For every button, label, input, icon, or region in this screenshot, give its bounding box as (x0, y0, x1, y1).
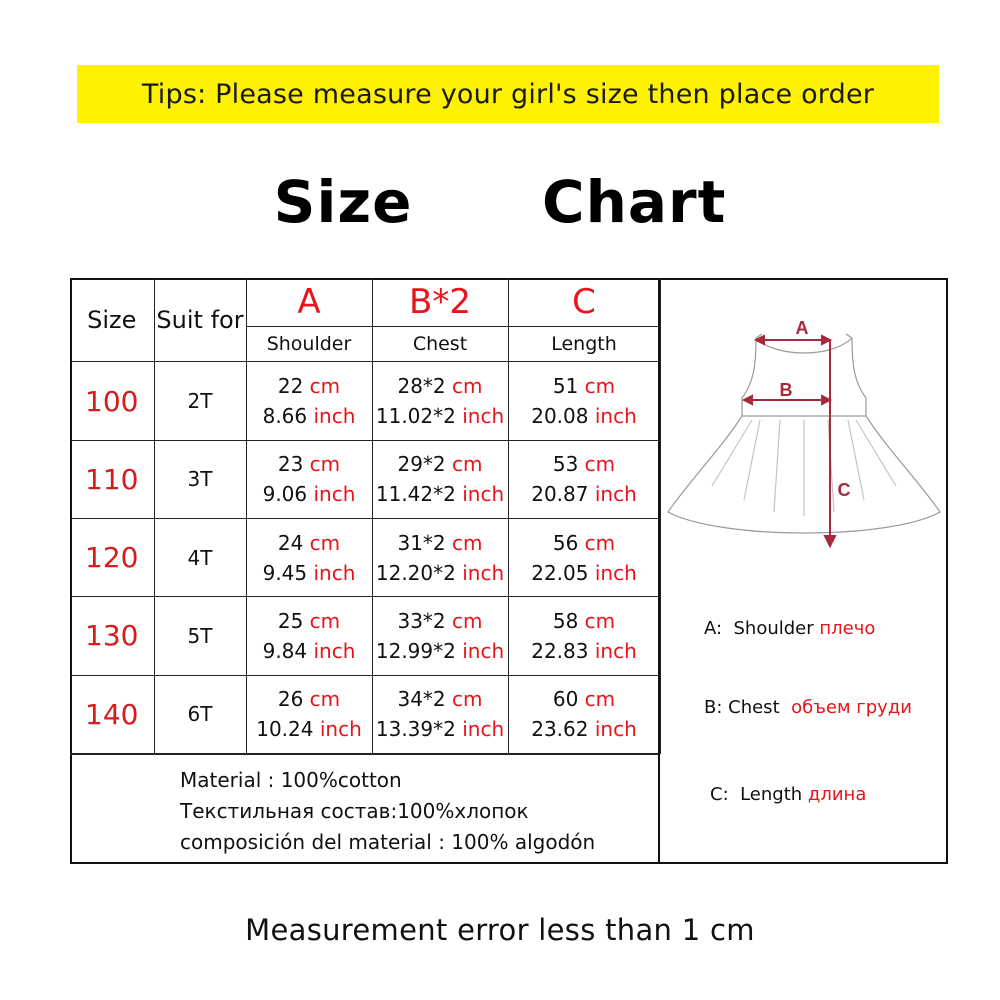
chest-inch-value: 13.39*2 (375, 717, 456, 742)
shoulder-inch-value: 9.06 (262, 482, 308, 507)
material-line-en: Material : 100%cotton (180, 768, 402, 792)
shoulder-inch-line (247, 714, 372, 744)
unit-inch: inch (594, 404, 637, 428)
arrow-a-head-right (822, 336, 830, 344)
unit-cm: cm (452, 452, 483, 477)
material-line-es: composición del material : 100% algodón (180, 830, 596, 854)
length-inch-value: 20.08 (531, 404, 589, 428)
header-col-a: A (246, 278, 372, 327)
suit-for-cell: 6T (154, 675, 246, 753)
length-cell (508, 597, 660, 675)
length-inch-value: 22.05 (531, 560, 589, 585)
shoulder-cell (246, 362, 372, 440)
material-info (70, 754, 660, 864)
shoulder-inch-value: 10.24 (256, 717, 314, 742)
table-row (70, 519, 660, 597)
size-cell: 130 (70, 597, 154, 675)
diagram-label-b: B (779, 380, 793, 400)
shoulder-inch-line (247, 558, 372, 588)
chest-cm-value: 31*2 (397, 530, 446, 555)
chest-inch-value: 12.20*2 (375, 560, 456, 585)
diagram-label-a: A (795, 318, 809, 338)
suit-for-cell: 5T (154, 597, 246, 675)
shoulder-cm-value: 26 (277, 687, 304, 712)
table-row (70, 597, 660, 675)
shoulder-inch-value: 8.66 (262, 404, 308, 428)
table-row (70, 675, 660, 753)
diagram-label-c: C (837, 480, 851, 500)
chest-cell (372, 597, 508, 675)
legend-shoulder-ru: плечо (819, 618, 876, 639)
header-length: Length (508, 327, 660, 362)
chest-cm-line (373, 371, 508, 401)
size-cell: 100 (70, 362, 154, 440)
length-inch-line (509, 714, 660, 744)
header-suit-for: Suit for (154, 278, 246, 362)
legend-length-ru: длина (807, 784, 867, 805)
unit-inch: inch (313, 560, 356, 585)
legend-length (710, 784, 866, 805)
tips-banner: Tips: Please measure your girl's size then place order (77, 65, 939, 123)
shoulder-cm-line (247, 449, 372, 479)
chest-cell (372, 675, 508, 753)
size-cell: 110 (70, 440, 154, 518)
shoulder-cm-line (247, 606, 372, 636)
length-inch-value: 20.87 (531, 482, 589, 507)
arrow-c-head (825, 536, 835, 546)
suit-for-cell: 4T (154, 519, 246, 597)
legend-chest (704, 697, 912, 718)
length-inch-value: 22.83 (531, 638, 589, 663)
shoulder-cm-line (247, 684, 372, 714)
unit-inch: inch (319, 717, 362, 742)
unit-cm: cm (309, 687, 341, 712)
unit-cm: cm (584, 530, 616, 555)
unit-cm: cm (584, 374, 616, 398)
chest-inch-value: 11.42*2 (375, 482, 456, 507)
dress-diagram (660, 290, 948, 580)
header-chest: Chest (372, 327, 508, 362)
chest-cm-line (373, 449, 508, 479)
unit-inch: inch (594, 717, 637, 742)
unit-inch: inch (313, 404, 356, 428)
measurement-note: Measurement error less than 1 cm (245, 913, 755, 947)
unit-inch: inch (462, 482, 505, 507)
shoulder-inch-line (247, 401, 372, 431)
chest-inch-line (373, 401, 508, 431)
header-col-b: B*2 (372, 278, 508, 327)
chest-inch-line (373, 479, 508, 509)
shoulder-cell (246, 440, 372, 518)
legend-chest-en: B: Chest (704, 697, 786, 718)
shoulder-cell (246, 597, 372, 675)
shoulder-inch-value: 9.45 (262, 560, 308, 585)
material-line-ru: Текстильная состав:100%хлопок (180, 799, 529, 823)
length-inch-line (509, 558, 660, 588)
shoulder-cell (246, 519, 372, 597)
unit-inch: inch (594, 482, 637, 507)
chest-cm-value: 34*2 (397, 687, 446, 712)
unit-inch: inch (313, 638, 356, 663)
shoulder-cm-value: 25 (277, 608, 304, 633)
length-cm-line (509, 606, 660, 636)
chest-cm-value: 28*2 (397, 374, 446, 398)
length-cell (508, 362, 660, 440)
chest-cm-line (373, 684, 508, 714)
shoulder-cm-value: 24 (277, 530, 304, 555)
chest-cell (372, 440, 508, 518)
shoulder-cm-line (247, 371, 372, 401)
suit-for-cell: 2T (154, 362, 246, 440)
header-shoulder: Shoulder (246, 327, 372, 362)
legend-chest-ru: объем груди (791, 697, 912, 718)
unit-cm: cm (309, 530, 341, 555)
length-cm-value: 60 (552, 687, 579, 712)
length-cm-value: 58 (552, 608, 579, 633)
shoulder-inch-line (247, 636, 372, 666)
shoulder-cm-line (247, 528, 372, 558)
chest-inch-line (373, 636, 508, 666)
page-title: Size Chart (273, 168, 727, 236)
length-cm-line (509, 371, 660, 401)
chest-cm-value: 29*2 (397, 452, 446, 477)
length-inch-line (509, 636, 660, 666)
length-cm-line (509, 528, 660, 558)
size-cell: 120 (70, 519, 154, 597)
chest-cell (372, 519, 508, 597)
shoulder-cell (246, 675, 372, 753)
length-cm-value: 51 (552, 374, 579, 398)
shoulder-cm-value: 23 (277, 452, 304, 477)
unit-cm: cm (309, 452, 341, 477)
legend-length-en: C: Length (710, 784, 803, 805)
unit-cm: cm (584, 608, 616, 633)
chest-inch-line (373, 558, 508, 588)
suit-for-cell: 3T (154, 440, 246, 518)
table-row (70, 440, 660, 518)
size-table (70, 278, 661, 754)
header-size: Size (70, 278, 154, 362)
table-row (70, 362, 660, 440)
length-cm-line (509, 449, 660, 479)
unit-inch: inch (462, 404, 505, 428)
unit-inch: inch (462, 717, 505, 742)
chest-inch-line (373, 714, 508, 744)
chest-inch-value: 11.02*2 (375, 404, 456, 428)
chest-inch-value: 12.99*2 (375, 638, 456, 663)
unit-cm: cm (452, 608, 483, 633)
chest-cm-value: 33*2 (397, 608, 446, 633)
unit-cm: cm (309, 608, 341, 633)
unit-cm: cm (309, 374, 341, 398)
length-cell (508, 440, 660, 518)
length-cm-value: 53 (552, 452, 579, 477)
shoulder-cm-value: 22 (277, 374, 304, 398)
unit-cm: cm (452, 530, 483, 555)
unit-cm: cm (584, 687, 616, 712)
unit-inch: inch (462, 638, 505, 663)
length-cm-line (509, 684, 660, 714)
unit-inch: inch (594, 560, 637, 585)
unit-cm: cm (452, 374, 483, 398)
dress-skirt-folds (712, 420, 896, 516)
unit-inch: inch (462, 560, 505, 585)
unit-cm: cm (584, 452, 616, 477)
unit-cm: cm (452, 687, 483, 712)
length-inch-value: 23.62 (531, 717, 589, 742)
length-inch-line (509, 401, 660, 431)
size-rows (70, 362, 660, 754)
shoulder-inch-value: 9.84 (262, 638, 308, 663)
chest-cm-line (373, 606, 508, 636)
chest-cm-line (373, 528, 508, 558)
unit-inch: inch (594, 638, 637, 663)
length-cell (508, 675, 660, 753)
arrow-b-head-left (744, 396, 752, 404)
chest-cell (372, 362, 508, 440)
dress-bodice-outline (742, 338, 866, 416)
length-cell (508, 519, 660, 597)
size-cell: 140 (70, 675, 154, 753)
legend-shoulder (704, 618, 875, 639)
length-inch-line (509, 479, 660, 509)
arrow-b-head-right (822, 396, 830, 404)
legend-shoulder-en: A: Shoulder (704, 618, 814, 639)
header-col-c: C (508, 278, 660, 327)
shoulder-inch-line (247, 479, 372, 509)
unit-inch: inch (313, 482, 356, 507)
length-cm-value: 56 (552, 530, 579, 555)
